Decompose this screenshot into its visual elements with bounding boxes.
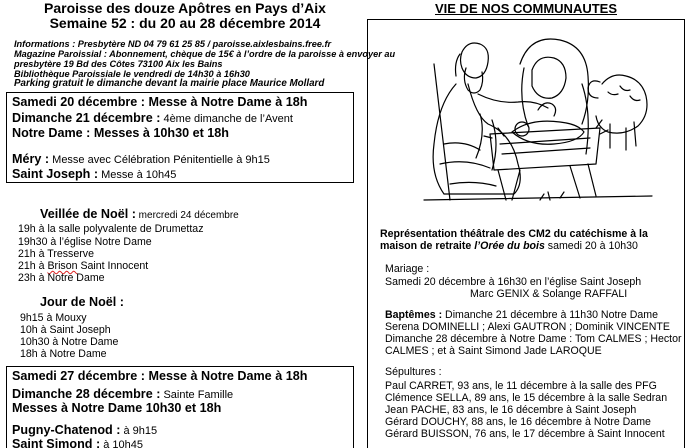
info-block	[14, 39, 396, 89]
veillee-item-brison	[18, 260, 148, 273]
ss-detail: à 10h45	[100, 439, 143, 448]
veillee-item: 23h à Notre Dame	[18, 272, 105, 284]
baptemes-label: Baptêmes :	[385, 309, 443, 321]
pugny-label: Pugny-Chatenod :	[12, 423, 121, 437]
week2-saturday: Samedi 27 décembre : Messe à Notre Dame à 18h	[12, 369, 308, 383]
veillee-date: mercredi 24 décembre	[135, 210, 239, 221]
info-line: Bibliothèque Paroissiale le vendredi de 14h30 à 16h30	[14, 69, 250, 79]
sj-label: Saint Joseph :	[12, 167, 99, 181]
mariage-label: Mariage :	[385, 263, 430, 275]
mery-detail: Messe avec Célébration Pénitentielle à 9h15	[49, 154, 270, 166]
jour-item: 10h30 à Notre Dame	[20, 336, 119, 348]
baptemes-line: Serena DOMINELLI ; Alexi GAUTRON ; Dominik VINCENTE	[385, 321, 670, 333]
theatre-place: l’Orée du bois	[474, 240, 545, 253]
sunday-detail: Sainte Famille	[160, 389, 234, 401]
theatre-place-label: maison de retraite	[380, 240, 475, 253]
veillee-label: Veillée de Noël :	[40, 207, 136, 221]
brison-word: Brison	[47, 260, 78, 272]
info-line: Informations : Presbytère ND 04 79 61 25 85 / paroisse.aixlesbains.free.fr	[14, 39, 332, 49]
theatre-line2	[380, 240, 680, 252]
jour-item: 10h à Saint Joseph	[20, 324, 111, 336]
sepulture-item: Jean PACHE, 83 ans, le 16 décembre à Saint Joseph	[385, 404, 637, 416]
info-line: Magazine Paroissial : Abonnement, chèque de 15€ à l’ordre de la paroisse à envoyer au	[14, 49, 396, 59]
week1-notre-dame: Notre Dame : Messes à 10h30 et 18h	[12, 126, 229, 140]
mariage-couple: Marc GENIX & Solange RAFFALI	[470, 288, 628, 300]
theatre-announcement	[380, 228, 680, 253]
section-title: VIE DE NOS COMMUNAUTES	[434, 1, 617, 16]
pugny-detail: à 9h15	[120, 425, 158, 437]
veillee-item: 19h à la salle polyvalente de Drumettaz	[18, 223, 204, 235]
week-title: Semaine 52 : du 20 au 28 décembre 2014	[49, 15, 321, 31]
sepulture-item: Clémence SELLA, 89 ans, le 15 décembre à la salle Sedran	[385, 392, 668, 404]
mariage-line: Samedi 20 décembre à 16h30 en l’église Saint Joseph	[385, 276, 642, 288]
jour-item: 18h à Notre Dame	[20, 348, 107, 360]
week2-box	[6, 366, 354, 448]
sepulture-item: Gérard DOUCHY, 88 ans, le 16 décembre à Notre Dame	[385, 416, 651, 428]
veillee-item: 19h30 à l’église Notre Dame	[18, 236, 152, 248]
mery-label: Méry :	[12, 152, 50, 166]
jour-item: 9h15 à Mouxy	[20, 312, 87, 324]
baptemes-first	[385, 309, 658, 321]
baptemes-line: CALMES ; et à Saint Simond Jade LAROQUE	[385, 345, 602, 357]
veillee-item: 21h à Tresserve	[18, 248, 94, 260]
baptemes-date: Dimanche 21 décembre à 11h30 Notre Dame	[442, 309, 659, 321]
week2-notre-dame: Messes à Notre Dame 10h30 et 18h	[12, 401, 222, 415]
sunday-label: Dimanche 21 décembre :	[12, 111, 161, 125]
theatre-date: samedi 20 à 10h30	[544, 240, 638, 253]
week1-saturday: Samedi 20 décembre : Messe à Notre Dame à 18h	[12, 95, 308, 109]
week1-saint-joseph	[12, 166, 176, 183]
ss-label: Saint Simond :	[12, 437, 101, 448]
nativity-illustration-icon	[420, 24, 655, 206]
brison-suffix: Saint Innocent	[77, 260, 149, 272]
brison-prefix: 21h à	[18, 260, 48, 272]
sunday-detail: 4ème dimanche de l’Avent	[160, 113, 293, 125]
theatre-line1: Représentation théâtrale des CM2 du catéchisme à la	[380, 228, 648, 240]
parish-title: Paroisse des douze Apôtres en Pays d’Aix	[44, 0, 326, 16]
veillee-title	[40, 206, 239, 224]
sepulture-item: Gérard BUISSON, 76 ans, le 17 décembre à Saint Innocent	[385, 428, 665, 440]
baptemes-line: Dimanche 28 décembre à Notre Dame : Tom CALMES ; Hector	[385, 333, 682, 345]
info-line: presbytère 19 Bd des Côtes 73100 Aix les Bains	[14, 59, 223, 69]
sepultures-label: Sépultures :	[385, 366, 442, 378]
week2-saint-simond	[12, 436, 143, 448]
week1-box	[6, 92, 354, 183]
sepulture-item: Paul CARRET, 93 ans, le 11 décembre à la salle des PFG	[385, 380, 657, 392]
jour-title: Jour de Noël :	[40, 295, 124, 309]
parking-note: Parking gratuit le dimanche devant la mairie place Maurice Mollard	[14, 78, 325, 89]
sj-detail: Messe à 10h45	[98, 169, 177, 181]
sunday-label: Dimanche 28 décembre :	[12, 387, 161, 401]
